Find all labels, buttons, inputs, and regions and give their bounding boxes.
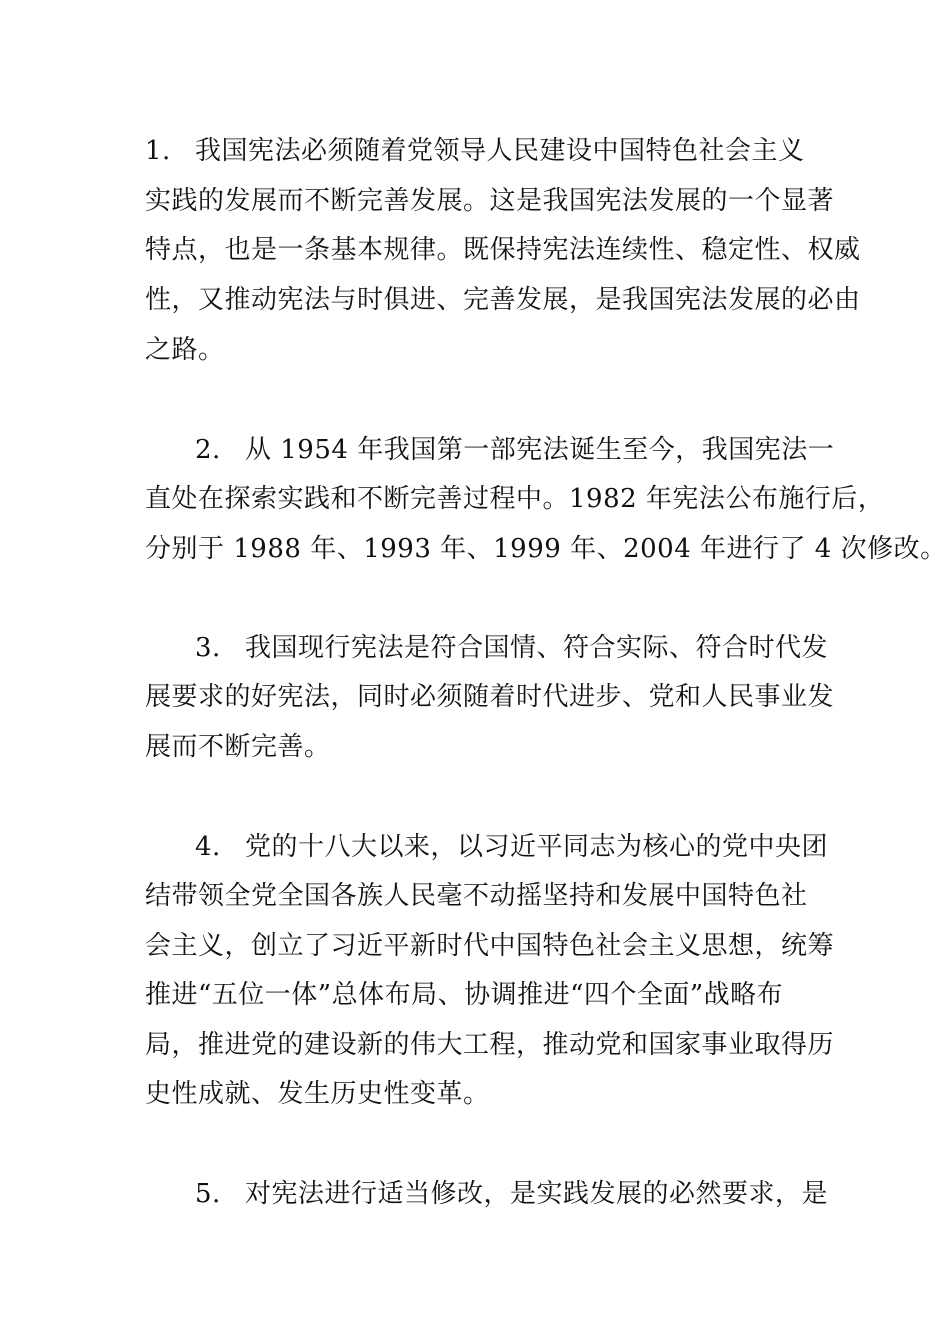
- paragraph-2-line-2: 直处在探索实践和不断完善过程中。1982 年宪法公布施行后，: [145, 484, 885, 514]
- paragraph-2-number: 2.: [195, 435, 221, 465]
- paragraph-1-line-1: [145, 134, 805, 168]
- paragraph-3-line-1: [195, 631, 828, 665]
- paragraph-2-text: 从 1954 年我国第一部宪法诞生至今，我国宪法一: [245, 435, 835, 465]
- paragraph-3-line-3: 展而不断完善。: [145, 732, 331, 762]
- paragraph-4-line-1: [195, 830, 828, 864]
- paragraph-1-number: 1.: [145, 136, 171, 166]
- paragraph-1-line-4: 性，又推动宪法与时俱进、完善发展，是我国宪法发展的必由: [145, 285, 861, 315]
- paragraph-1-line-3: 特点，也是一条基本规律。既保持宪法连续性、稳定性、权威: [145, 235, 861, 265]
- paragraph-3-text: 我国现行宪法是符合国情、符合实际、符合时代发: [245, 633, 829, 663]
- paragraph-2-line-3: 分别于 1988 年、1993 年、1999 年、2004 年进行了 4 次修改。: [145, 534, 947, 564]
- paragraph-4-line-3: 会主义，创立了习近平新时代中国特色社会主义思想，统筹: [145, 931, 835, 961]
- paragraph-5-line-1: [195, 1177, 828, 1211]
- paragraph-1-text: 我国宪法必须随着党领导人民建设中国特色社会主义: [195, 136, 805, 166]
- paragraph-4-number: 4.: [195, 832, 221, 862]
- paragraph-4-line-2: 结带领全党全国各族人民毫不动摇坚持和发展中国特色社: [145, 881, 808, 911]
- paragraph-4-line-5: 局，推进党的建设新的伟大工程，推动党和国家事业取得历: [145, 1030, 835, 1060]
- paragraph-4-line-6: 史性成就、发生历史性变革。: [145, 1079, 490, 1109]
- paragraph-5-number: 5.: [195, 1179, 221, 1209]
- paragraph-5-text: 对宪法进行适当修改，是实践发展的必然要求，是: [245, 1179, 829, 1209]
- paragraph-2-line-1: [195, 433, 834, 467]
- paragraph-1-line-2: 实践的发展而不断完善发展。这是我国宪法发展的一个显著: [145, 186, 835, 216]
- paragraph-4-text: 党的十八大以来，以习近平同志为核心的党中央团: [245, 832, 829, 862]
- paragraph-1-line-5: 之路。: [145, 335, 225, 365]
- paragraph-3-line-2: 展要求的好宪法，同时必须随着时代进步、党和人民事业发: [145, 682, 835, 712]
- paragraph-3-number: 3.: [195, 633, 221, 663]
- paragraph-4-line-4: 推进“五位一体”总体布局、协调推进“四个全面”战略布: [145, 980, 784, 1010]
